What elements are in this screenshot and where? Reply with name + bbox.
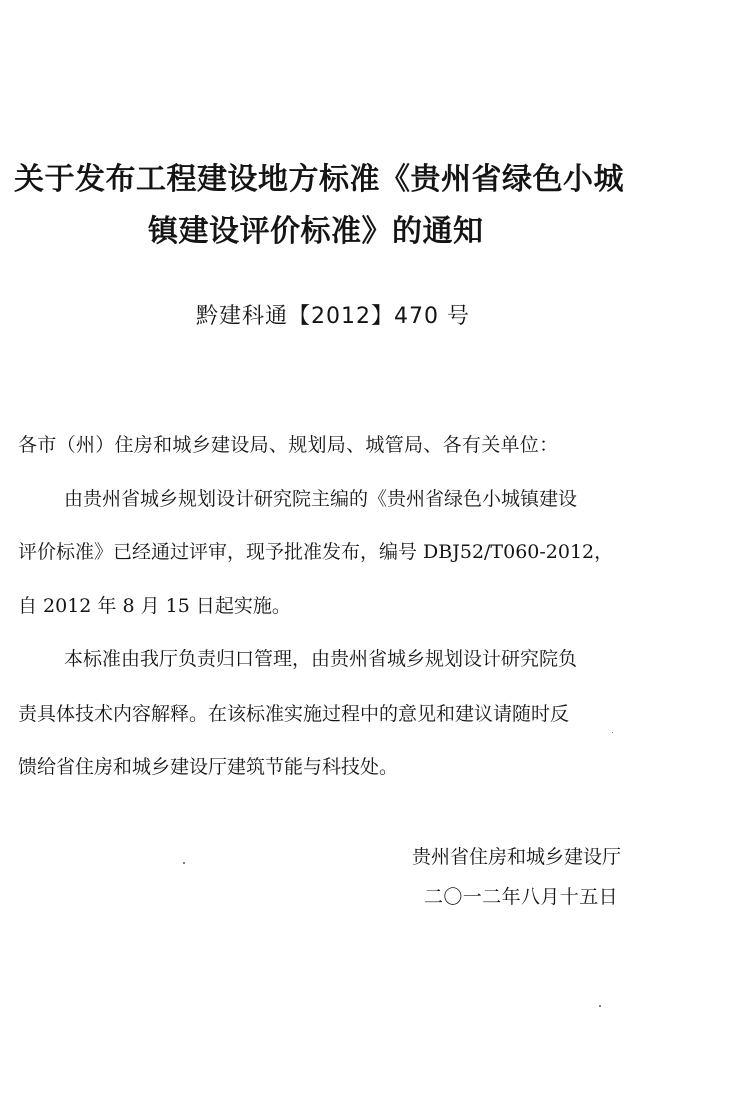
paragraph-1-line-3: 自 2012 年 8 月 15 日起实施。 — [18, 595, 291, 617]
paragraph-2-line-3: 馈给省住房和城乡建设厅建筑节能与科技处。 — [18, 756, 399, 778]
paragraph-1-line-1: 由贵州省城乡规划设计研究院主编的《贵州省绿色小城镇建设 — [64, 488, 578, 510]
signature-organization: 贵州省住房和城乡建设厅 — [412, 846, 622, 868]
notice-title-line-2: 镇建设评价标准》的通知 — [148, 214, 484, 249]
scan-speck — [599, 1005, 601, 1007]
paragraph-2-line-1: 本标准由我厅负责归口管理，由贵州省城乡规划设计研究院负 — [64, 648, 578, 670]
paragraph-2-line-2: 责具体技术内容解释。在该标准实施过程中的意见和建议请随时反 — [18, 703, 570, 725]
scan-speck — [612, 732, 613, 733]
paragraph-1-line-2: 评价标准》已经通过评审，现予批准发布，编号 DBJ52/T060-2012， — [18, 541, 614, 563]
recipients-line: 各市（州）住房和城乡建设局、规划局、城管局、各有关单位： — [18, 434, 559, 456]
signature-date: 二〇一二年八月十五日 — [424, 886, 619, 908]
document-number: 黔建科通【2012】470 号 — [196, 304, 470, 329]
notice-title-line-1: 关于发布工程建设地方标准《贵州省绿色小城 — [14, 162, 624, 197]
scan-speck — [183, 862, 185, 864]
